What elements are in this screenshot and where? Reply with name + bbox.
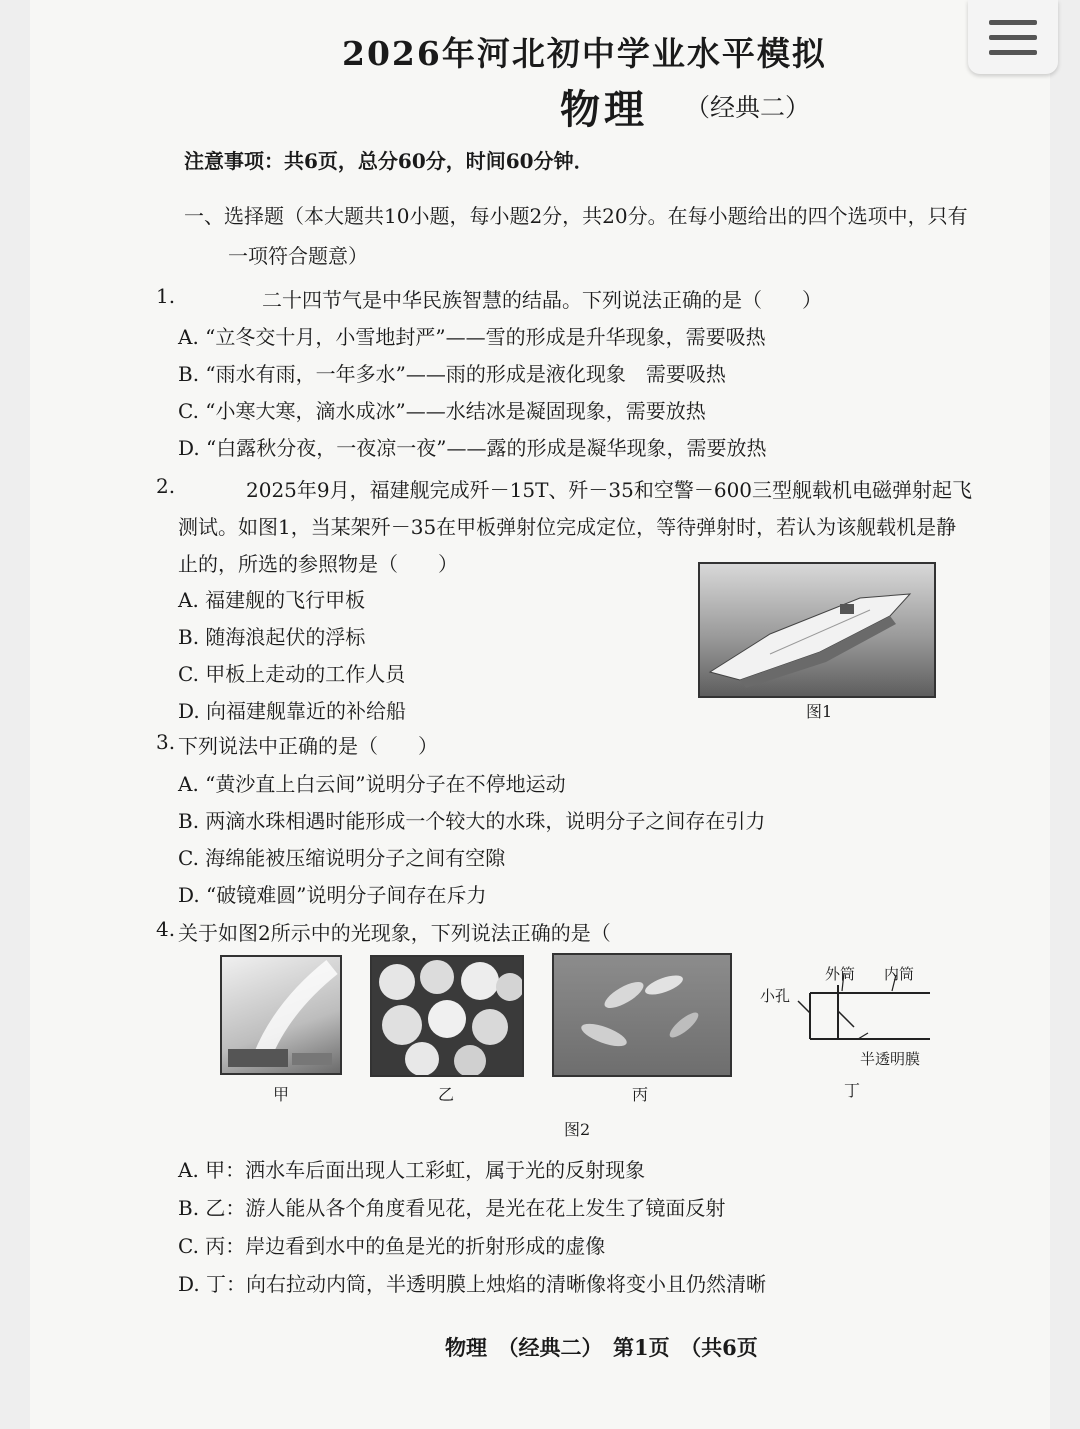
figure-2-panel-jia-photo bbox=[220, 955, 342, 1075]
question-3-option-c: C. 海绵能被压缩说明分子之间有空隙 bbox=[178, 846, 506, 870]
figure-2-label-bing: 丙 bbox=[632, 1085, 649, 1104]
flowers-illustration bbox=[372, 957, 522, 1075]
figure-2-label-yi: 乙 bbox=[438, 1085, 455, 1104]
page-footer: 物理 （经典二） 第1页 （共6页 bbox=[445, 1335, 758, 1360]
question-1-stem: 二十四节气是中华民族智慧的结晶。下列说法正确的是（ ） bbox=[262, 288, 822, 312]
diagram-label-outer-tube: 外筒 bbox=[825, 965, 856, 983]
diagram-label-film: 半透明膜 bbox=[860, 1050, 921, 1068]
question-4-option-a: A. 甲：洒水车后面出现人工彩虹，属于光的反射现象 bbox=[178, 1158, 646, 1182]
section-heading-line2: 一项符合题意） bbox=[228, 244, 368, 268]
figure-2-panel-yi-photo bbox=[370, 955, 524, 1077]
diagram-label-pinhole: 小孔 bbox=[760, 987, 791, 1005]
diagram-label-inner-tube: 内筒 bbox=[884, 965, 915, 983]
question-1-option-a: A. “立冬交十月，小雪地封严”——雪的形成是升华现象，需要吸热 bbox=[178, 325, 766, 349]
figure-1-caption: 图1 bbox=[806, 702, 833, 721]
question-4-stem: 关于如图2所示中的光现象，下列说法正确的是（ bbox=[178, 921, 611, 945]
question-1-option-d: D. “白露秋分夜，一夜凉一夜”——露的形成是凝华现象，需要放热 bbox=[178, 436, 767, 460]
question-3-option-d: D. “破镜难圆”说明分子间存在斥力 bbox=[178, 883, 487, 907]
carrier-illustration bbox=[700, 564, 934, 696]
fish-pond-illustration bbox=[554, 955, 730, 1075]
question-4-option-d: D. 丁：向右拉动内筒，半透明膜上烛焰的清晰像将变小且仍然清晰 bbox=[178, 1272, 767, 1296]
figure-2-label-jia: 甲 bbox=[273, 1085, 290, 1104]
subject-title: 物理 bbox=[560, 86, 648, 133]
question-3-option-a: A. “黄沙直上白云间”说明分子在不停地运动 bbox=[178, 772, 566, 796]
menu-bar-bottom bbox=[989, 50, 1037, 55]
question-3-stem: 下列说法中正确的是（ ） bbox=[178, 734, 438, 758]
page-title: 2026年河北初中学业水平模拟 bbox=[342, 34, 827, 73]
question-4-option-c: C. 丙：岸边看到水中的鱼是光的折射形成的虚像 bbox=[178, 1234, 606, 1258]
figure-1-carrier-photo bbox=[698, 562, 936, 698]
question-2-option-c: C. 甲板上走动的工作人员 bbox=[178, 662, 406, 686]
question-2-option-b: B. 随海浪起伏的浮标 bbox=[178, 625, 366, 649]
question-2-stem-line2: 测试。如图1，当某架歼－35在甲板弹射位完成定位，等待弹射时，若认为该舰载机是静 bbox=[178, 515, 957, 539]
sprinkler-truck-illustration bbox=[222, 957, 340, 1073]
question-1-option-b: B. “雨水有雨，一年多水”——雨的形成是液化现象 需要吸热 bbox=[178, 362, 726, 386]
exam-page bbox=[30, 0, 1050, 1429]
question-2-option-d: D. 向福建舰靠近的补给船 bbox=[178, 699, 407, 723]
question-4-option-b: B. 乙：游人能从各个角度看见花，是光在花上发生了镜面反射 bbox=[178, 1196, 726, 1220]
figure-2-label-ding: 丁 bbox=[844, 1081, 861, 1100]
question-2-stem-line1: 2025年9月，福建舰完成歼－15T、歼－35和空警－600三型舰载机电磁弹射起飞 bbox=[246, 478, 973, 502]
figure-2-caption: 图2 bbox=[564, 1120, 591, 1139]
section-heading-line1: 一、选择题（本大题共10小题，每小题2分，共20分。在每小题给出的四个选项中，只有 bbox=[184, 204, 968, 228]
edition-label: （经典二） bbox=[685, 93, 811, 122]
exam-notice: 注意事项：共6页，总分60分，时间60分钟． bbox=[184, 149, 594, 173]
hamburger-menu-icon[interactable] bbox=[968, 0, 1058, 74]
question-3-option-b: B. 两滴水珠相遇时能形成一个较大的水珠，说明分子之间存在引力 bbox=[178, 809, 766, 833]
figure-2-panel-bing-photo bbox=[552, 953, 732, 1077]
menu-bar-top bbox=[989, 20, 1037, 25]
question-1-option-c: C. “小寒大寒，滴水成冰”——水结冰是凝固现象，需要放热 bbox=[178, 399, 706, 423]
question-2-option-a: A. 福建舰的飞行甲板 bbox=[178, 588, 366, 612]
question-2-stem-line3: 止的，所选的参照物是（ ） bbox=[178, 552, 458, 576]
question-1-number: 1. bbox=[156, 284, 176, 308]
question-4-number: 4. bbox=[156, 917, 176, 941]
question-3-number: 3. bbox=[156, 730, 176, 754]
menu-bar-middle bbox=[989, 35, 1037, 40]
question-2-number: 2. bbox=[156, 474, 176, 498]
